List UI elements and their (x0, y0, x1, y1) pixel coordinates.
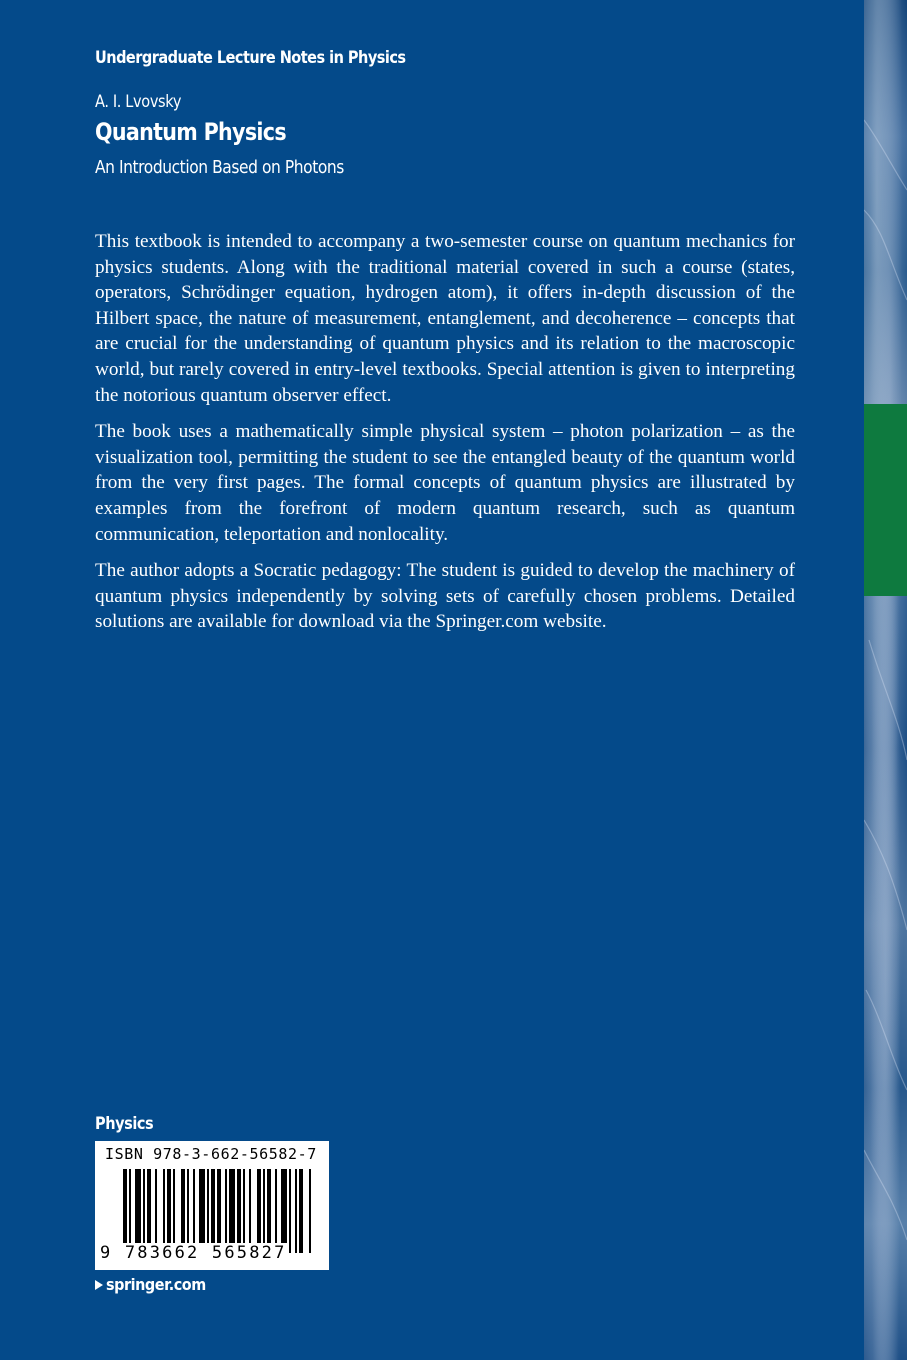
barcode-bar (147, 1169, 151, 1253)
barcode-bar (275, 1169, 277, 1253)
spine-green-band (864, 404, 907, 596)
barcode-bar (207, 1169, 209, 1253)
barcode-bar (299, 1169, 303, 1253)
barcode-bar (163, 1169, 165, 1253)
author-name: A. I. Lvovsky (95, 92, 182, 111)
barcode-bar (243, 1169, 245, 1253)
barcode-bar (193, 1169, 195, 1253)
isbn-label: ISBN 978-3-662-56582-7 (105, 1145, 317, 1163)
book-title: Quantum Physics (95, 118, 286, 146)
barcode-bar (167, 1169, 171, 1253)
book-subtitle: An Introduction Based on Photons (95, 157, 344, 178)
barcode-bar (187, 1169, 189, 1253)
barcode-bar (267, 1169, 271, 1253)
isbn-barcode (95, 1141, 329, 1270)
barcode-bar (173, 1169, 175, 1253)
barcode-bar (217, 1169, 221, 1253)
barcode-bar (309, 1169, 311, 1253)
barcode-bar (181, 1169, 185, 1253)
barcode-bar (211, 1169, 215, 1253)
website-link[interactable] (95, 1275, 217, 1294)
barcode-bar (135, 1169, 141, 1253)
barcode-bar (281, 1169, 287, 1253)
barcode-bar (225, 1169, 227, 1253)
website-label: springer.com (106, 1275, 206, 1294)
barcode-bar (289, 1169, 291, 1253)
barcode-bar (143, 1169, 145, 1253)
barcode-bar (295, 1169, 297, 1253)
blurb-paragraph: The author adopts a Socratic pedagogy: The student is guided to develop the machinery of quantum physics independently by solving sets of carefully chosen problems. Detailed solutions are available for download via the Springer.com website. (95, 560, 795, 633)
barcode-bar (249, 1169, 251, 1253)
series-name: Undergraduate Lecture Notes in Physics (95, 48, 406, 67)
triangle-right-icon (95, 1280, 103, 1290)
barcode-bar (199, 1169, 205, 1253)
category-label: Physics (95, 1114, 154, 1133)
barcode-bar (155, 1169, 157, 1253)
barcode-bar (263, 1169, 265, 1253)
ean-digits: 9 783662 565827 (100, 1243, 287, 1263)
blurb-paragraph: This textbook is intended to accompany a two-semester course on quantum mechanics for physics students. Along with the traditional material covered in such a course (states, operators, Schrödinger equation, hydrogen atom), it offers in-depth discussion of the Hilbert space, the nature of measurement, entanglement, and decoherence – concepts that are crucial for the understanding of quantum physics and its relation to the macroscopic world, but rarely covered in entry-level textbooks. Special attention is given to interpreting the notorious quantum observer effect. (95, 231, 795, 406)
blurb-paragraph: The book uses a mathematically simple physical system – photon polarization – as the visualization tool, permitting the student to see the entangled beauty of the quantum world from the very first pages. The formal concepts of quantum physics are illustrated by examples from the forefront of modern quantum research, such as quantum communication, teleportation and nonlocality. (95, 421, 795, 545)
barcode-bar (257, 1169, 261, 1253)
spine-light-streaks (864, 0, 907, 1360)
blurb-text (95, 229, 795, 646)
